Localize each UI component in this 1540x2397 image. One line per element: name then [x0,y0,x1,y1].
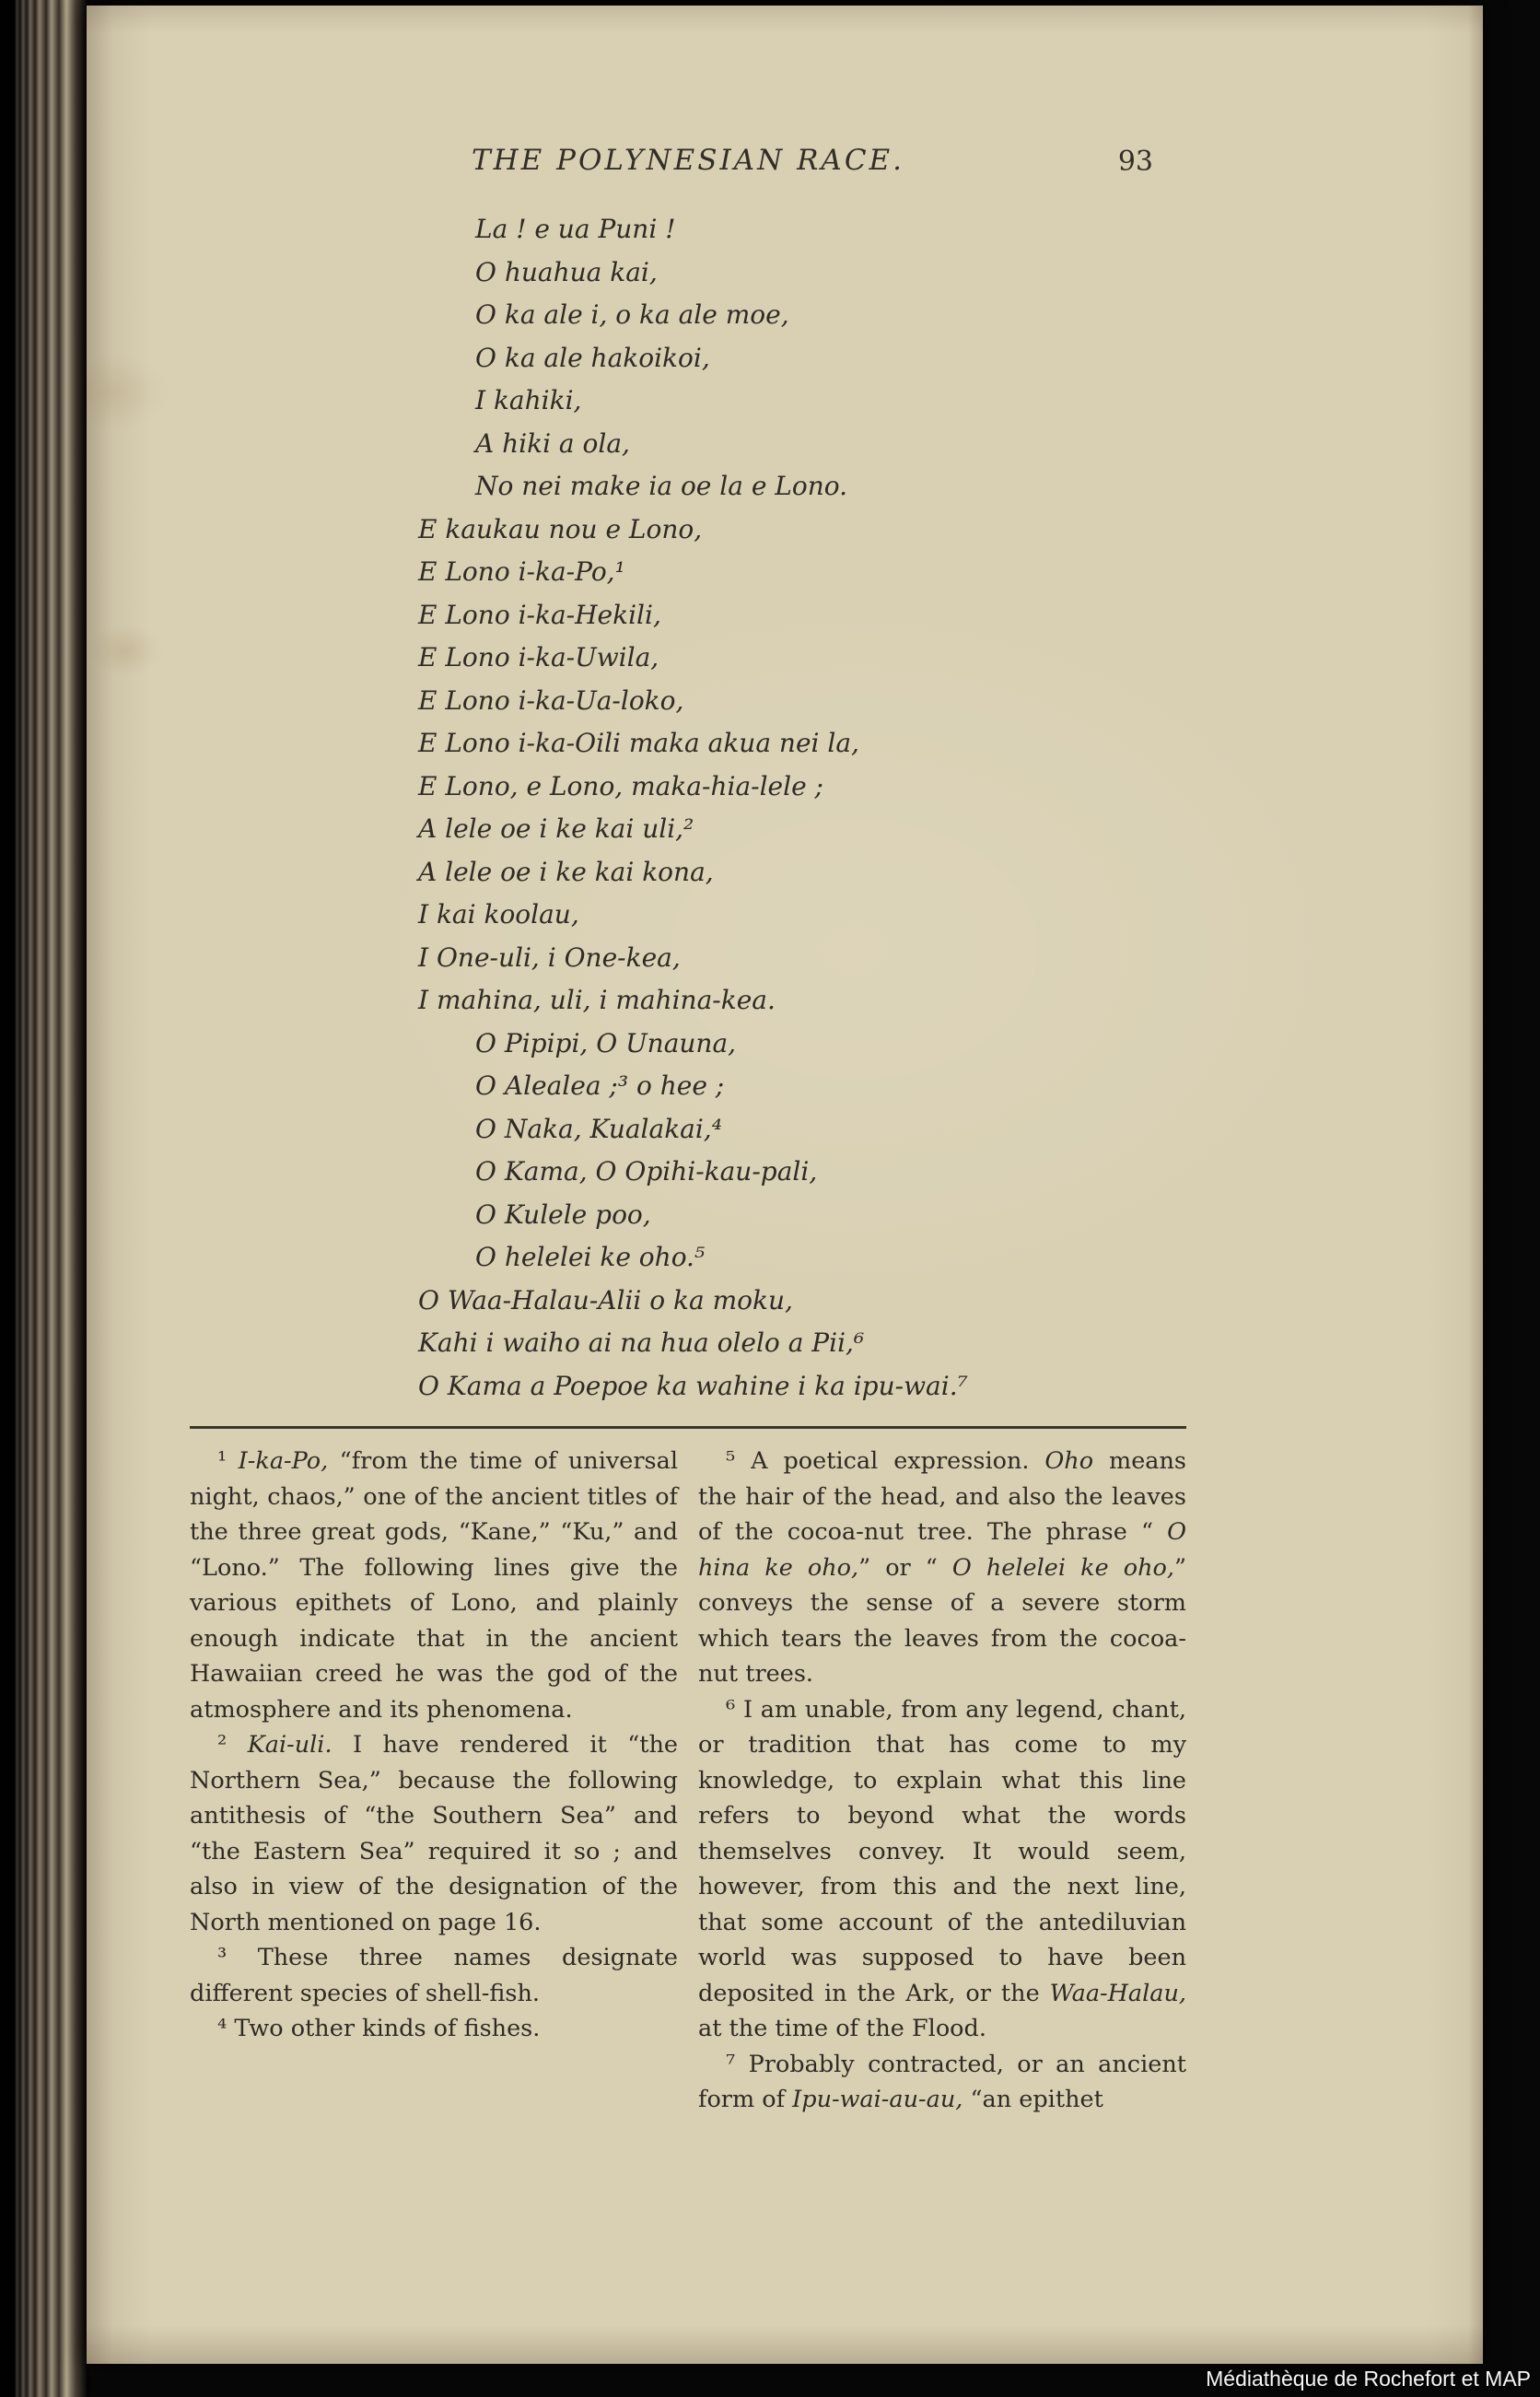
poem-line: E Lono, e Lono, maka-hia-lele ; [418,770,823,801]
page-content [87,6,1186,2118]
poem-line: E Lono i-ka-Ua-loko, [418,684,684,716]
poem-line: O Pipipi, O Unauna, [475,1027,737,1058]
poem-line: I One-uli, i One-kea, [418,941,681,973]
poem-line: O ka ale i, o ka ale moe, [475,299,789,330]
poem-line: E Lono i-ka-Uwila, [418,642,659,672]
poem [418,208,1186,1408]
book-spine-page-edges [0,0,88,2397]
page-header [190,144,1186,192]
poem-line: I mahina, uli, i mahina-kea. [418,985,776,1015]
footnote-rule [190,1426,1186,1429]
poem-line: O Kama, O Opihi-kau-pali, [475,1156,818,1187]
footnote-paragraph: ⁴ Two other kinds of fishes. [217,2015,541,2042]
poem-line: La ! e ua Puni ! [475,214,676,244]
poem-line: O Kama a Poepoe ka wahine i ka ipu-wai.⁷ [418,1370,968,1401]
poem-line: O ka ale hakoikoi, [475,342,710,373]
footnotes [190,1444,1186,2118]
poem-line: No nei make ia oe la e Lono. [475,471,848,501]
poem-line: O helelei ke oho.⁵ [475,1242,706,1272]
poem-line: O Alealea ;³ o hee ; [475,1070,725,1101]
poem-line: Kahi i waiho ai na hua olelo a Pii,⁶ [418,1327,865,1358]
poem-line: E Lono i-ka-Oili maka akua nei la, [418,728,859,758]
footnotes-right [698,1444,1186,2118]
poem-line: O Naka, Kualakai,⁴ [475,1113,722,1144]
poem-line: A hiki a ola, [475,427,630,459]
poem-line: E kaukau nou e Lono, [418,513,703,544]
book-page [87,6,1483,2364]
poem-line: I kai koolau, [418,899,579,930]
poem-line: A lele oe i ke kai kona, [418,856,714,887]
running-title: THE POLYNESIAN RACE. [471,144,905,177]
page-number: 93 [1117,146,1153,178]
footnote-paragraph: ³ These three names designate different species of shell-fish. [190,1944,678,2007]
poem-line: E Lono i-ka-Hekili, [418,599,661,630]
poem-line: O huahua kai, [475,256,658,287]
library-watermark: Médiathèque de Rochefort et MAP [1206,2367,1531,2391]
footnotes-left [190,1444,678,2118]
footnote-paragraph: ¹ I-ka-Po, “from the time of universal night, chaos,” one of the ancient titles of the three great gods, “Kane,” “Ku,” and “Lono.” The following lines give the various epithets of Lono, and plainly enough indicate that in the ancient Hawaiian creed he was the god of the atmosphere and its phenomena. [190,1447,678,1724]
poem-line: I kahiki, [475,385,582,415]
footnote-paragraph: ⁶ I am unable, from any legend, chant, or tradition that has come to my knowledge, to explain what this line refers to beyond what the words themselves convey. It would seem, however, from this and the next line, that some account of the antediluvian world was supposed to have been deposited in the Ark, or the Waa-Halau, at the time of the Flood. [698,1695,1186,2042]
poem-line: O Waa-Halau-Alii o ka moku, [418,1284,793,1315]
footnote-paragraph: ⁵ A poetical expression. Oho means the hair of the head, and also the leaves of the cocoa-nut tree. The phrase “ O hina ke oho,” or “ O helelei ke oho,” conveys the sense of a severe storm which tears the leaves from the cocoa-nut trees. [698,1447,1186,1688]
footnote-paragraph: ² Kai-uli. I have rendered it “the Northern Sea,” because the following antithesis of “the Southern Sea” and “the Eastern Sea” required it so ; and also in view of the designation of the North mentioned on page 16. [190,1731,678,1936]
poem-line: E Lono i-ka-Po,¹ [418,556,625,587]
footnote-paragraph: ⁷ Probably contracted, or an ancient form of Ipu-wai-au-au, “an epithet [698,2050,1186,2113]
poem-line: O Kulele poo, [475,1198,651,1230]
poem-line: A lele oe i ke kai uli,² [418,813,694,844]
